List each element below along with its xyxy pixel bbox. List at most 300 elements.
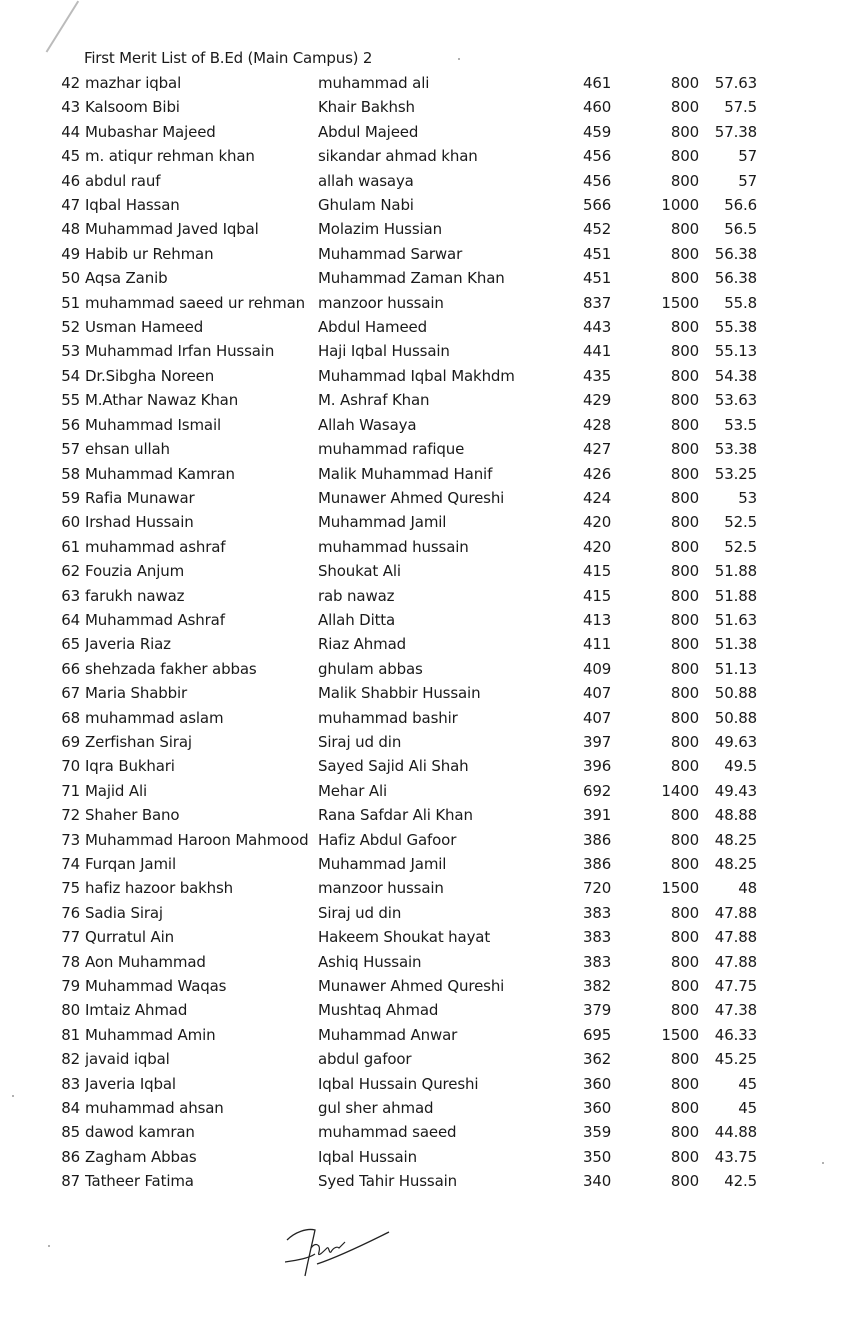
serial-number: 64 [61,610,80,629]
marks-obtained: 420 [583,537,612,556]
candidate-name: Zagham Abbas [85,1147,197,1166]
father-name: Malik Shabbir Hussain [318,684,481,703]
father-name: Munawer Ahmed Qureshi [318,488,505,507]
table-row [0,462,848,486]
percentage: 52.5 [724,537,757,556]
marks-obtained: 411 [583,635,612,654]
father-name: Khair Bakhsh [318,98,415,117]
candidate-name: Muhammad Haroon Mahmood [85,830,308,849]
table-row [0,1145,848,1169]
marks-obtained: 362 [583,1050,612,1069]
table-row [0,1072,848,1096]
candidate-name: Irshad Hussain [85,513,194,532]
percentage: 45.25 [714,1050,757,1069]
table-row [0,657,848,681]
marks-obtained: 837 [583,293,612,312]
table-row [0,828,848,852]
marks-obtained: 360 [583,1074,612,1093]
father-name: allah wasaya [318,171,414,190]
total-marks: 800 [670,391,699,410]
serial-number: 57 [61,440,80,459]
father-name: gul sher ahmad [318,1099,434,1118]
candidate-name: Aqsa Zanib [85,269,168,288]
total-marks: 1400 [661,781,699,800]
marks-obtained: 566 [583,196,612,215]
table-row [0,779,848,803]
candidate-name: Sadia Siraj [85,903,163,922]
marks-obtained: 720 [583,879,612,898]
total-marks: 800 [670,1172,699,1191]
candidate-name: Habib ur Rehman [85,244,214,263]
candidate-name: muhammad aslam [85,708,224,727]
serial-number: 73 [61,830,80,849]
father-name: Munawer Ahmed Qureshi [318,977,505,996]
percentage: 48.88 [714,806,757,825]
percentage: 55.13 [714,342,757,361]
serial-number: 70 [61,757,80,776]
candidate-name: Javeria Iqbal [85,1074,176,1093]
candidate-name: Maria Shabbir [85,684,188,703]
father-name: Mushtaq Ahmad [318,1001,439,1020]
serial-number: 51 [61,293,80,312]
percentage: 49.63 [714,732,757,751]
table-row [0,388,848,412]
serial-number: 46 [61,171,80,190]
total-marks: 800 [670,562,699,581]
scan-speck [458,58,460,60]
candidate-name: Muhammad Javed Iqbal [85,220,259,239]
candidate-name: M.Athar Nawaz Khan [85,391,239,410]
marks-obtained: 427 [583,440,612,459]
serial-number: 76 [61,903,80,922]
candidate-name: Rafia Munawar [85,488,195,507]
marks-obtained: 379 [583,1001,612,1020]
candidate-name: Usman Hameed [85,318,204,337]
father-name: muhammad hussain [318,537,469,556]
total-marks: 800 [670,732,699,751]
serial-number: 84 [61,1099,80,1118]
father-name: Mehar Ali [318,781,388,800]
father-name: muhammad rafique [318,440,465,459]
table-row [0,291,848,315]
total-marks: 800 [670,440,699,459]
marks-obtained: 415 [583,586,612,605]
percentage: 56.38 [714,269,757,288]
marks-obtained: 383 [583,903,612,922]
total-marks: 800 [670,684,699,703]
candidate-name: ehsan ullah [85,440,170,459]
percentage: 53.38 [714,440,757,459]
candidate-name: Iqra Bukhari [85,757,175,776]
table-row [0,754,848,778]
candidate-name: Qurratul Ain [85,928,175,947]
serial-number: 58 [61,464,80,483]
percentage: 57.5 [724,98,757,117]
total-marks: 800 [670,464,699,483]
marks-obtained: 382 [583,977,612,996]
serial-number: 81 [61,1025,80,1044]
father-name: Syed Tahir Hussain [318,1172,457,1191]
marks-obtained: 428 [583,415,612,434]
serial-number: 44 [61,122,80,141]
candidate-name: Muhammad Irfan Hussain [85,342,275,361]
father-name: abdul gafoor [318,1050,412,1069]
serial-number: 85 [61,1123,80,1142]
candidate-name: abdul rauf [85,171,161,190]
percentage: 53.63 [714,391,757,410]
serial-number: 59 [61,488,80,507]
total-marks: 800 [670,806,699,825]
father-name: Haji Iqbal Hussain [318,342,450,361]
candidate-name: Iqbal Hassan [85,196,180,215]
table-row [0,510,848,534]
candidate-name: Muhammad Ismail [85,415,221,434]
candidate-name: mazhar iqbal [85,74,182,92]
table-row [0,681,848,705]
marks-obtained: 396 [583,757,612,776]
candidate-name: Muhammad Amin [85,1025,216,1044]
percentage: 44.88 [714,1123,757,1142]
table-row [0,608,848,632]
table-row [0,852,848,876]
marks-obtained: 350 [583,1147,612,1166]
serial-number: 47 [61,196,80,215]
serial-number: 74 [61,855,80,873]
table-row [0,413,848,437]
table-row [0,339,848,363]
candidate-name: muhammad ahsan [85,1099,224,1118]
candidate-name: Shaher Bano [85,806,180,825]
serial-number: 66 [61,659,80,678]
total-marks: 800 [670,513,699,532]
total-marks: 800 [670,1050,699,1069]
percentage: 43.75 [714,1147,757,1166]
total-marks: 800 [670,977,699,996]
father-name: Iqbal Hussain [318,1147,417,1166]
father-name: M. Ashraf Khan [318,391,430,410]
marks-obtained: 435 [583,366,612,385]
marks-obtained: 386 [583,830,612,849]
percentage: 42.5 [724,1172,757,1191]
candidate-name: farukh nawaz [85,586,185,605]
father-name: Siraj ud din [318,732,402,751]
serial-number: 56 [61,415,80,434]
serial-number: 78 [61,952,80,971]
table-row [0,364,848,388]
percentage: 45 [738,1099,757,1118]
father-name: Molazim Hussian [318,220,442,239]
candidate-name: Javeria Riaz [85,635,171,654]
table-row [0,486,848,510]
father-name: Allah Wasaya [318,415,417,434]
percentage: 51.63 [714,610,757,629]
marks-obtained: 424 [583,488,612,507]
total-marks: 800 [670,147,699,166]
father-name: Abdul Majeed [318,122,419,141]
table-row [0,1120,848,1144]
total-marks: 800 [670,366,699,385]
marks-obtained: 391 [583,806,612,825]
percentage: 50.88 [714,708,757,727]
table-row [0,1023,848,1047]
table-row [0,169,848,193]
total-marks: 800 [670,586,699,605]
serial-number: 60 [61,513,80,532]
father-name: Shoukat Ali [318,562,401,581]
marks-obtained: 456 [583,171,612,190]
serial-number: 45 [61,147,80,166]
percentage: 47.75 [714,977,757,996]
marks-obtained: 340 [583,1172,612,1191]
father-name: Muhammad Sarwar [318,244,463,263]
table-row [0,437,848,461]
father-name: manzoor hussain [318,879,444,898]
father-name: manzoor hussain [318,293,444,312]
serial-number: 52 [61,318,80,337]
marks-obtained: 409 [583,659,612,678]
total-marks: 800 [670,171,699,190]
father-name: muhammad bashir [318,708,458,727]
father-name: ghulam abbas [318,659,423,678]
percentage: 47.38 [714,1001,757,1020]
candidate-name: Majid Ali [85,781,148,800]
table-row [0,266,848,290]
table-row [0,974,848,998]
marks-obtained: 359 [583,1123,612,1142]
percentage: 57 [738,171,757,190]
percentage: 49.5 [724,757,757,776]
percentage: 46.33 [714,1025,757,1044]
table-row [0,559,848,583]
table-row [0,315,848,339]
marks-obtained: 386 [583,855,612,873]
serial-number: 68 [61,708,80,727]
scan-edge-line [46,1,79,53]
percentage: 47.88 [714,928,757,947]
marks-obtained: 460 [583,98,612,117]
father-name: Muhammad Jamil [318,513,447,532]
total-marks: 800 [670,708,699,727]
percentage: 53.5 [724,415,757,434]
father-name: Muhammad Anwar [318,1025,458,1044]
candidate-name: Kalsoom Bibi [85,98,180,117]
total-marks: 800 [670,952,699,971]
page-title: First Merit List of B.Ed (Main Campus) 2 [84,49,373,67]
father-name: Sayed Sajid Ali Shah [318,757,469,776]
total-marks: 800 [670,610,699,629]
percentage: 55.8 [724,293,757,312]
marks-obtained: 695 [583,1025,612,1044]
signature [285,1218,395,1288]
table-row [0,144,848,168]
candidate-name: Mubashar Majeed [85,122,216,141]
table-row [0,1047,848,1071]
father-name: Hafiz Abdul Gafoor [318,830,457,849]
percentage: 56.5 [724,220,757,239]
father-name: Riaz Ahmad [318,635,407,654]
total-marks: 1000 [661,196,699,215]
total-marks: 800 [670,1001,699,1020]
table-row [0,1096,848,1120]
serial-number: 75 [61,879,80,898]
father-name: rab nawaz [318,586,395,605]
candidate-name: dawod kamran [85,1123,195,1142]
percentage: 45 [738,1074,757,1093]
serial-number: 87 [61,1172,80,1191]
total-marks: 800 [670,488,699,507]
total-marks: 800 [670,928,699,947]
serial-number: 53 [61,342,80,361]
marks-obtained: 407 [583,708,612,727]
candidate-name: javaid iqbal [85,1050,170,1069]
father-name: Hakeem Shoukat hayat [318,928,491,947]
father-name: Abdul Hameed [318,318,428,337]
marks-obtained: 397 [583,732,612,751]
total-marks: 800 [670,537,699,556]
table-row [0,803,848,827]
serial-number: 86 [61,1147,80,1166]
table-row [0,706,848,730]
total-marks: 800 [670,1074,699,1093]
father-name: Muhammad Iqbal Makhdm [318,366,515,385]
table-row [0,998,848,1022]
candidate-name: Dr.Sibgha Noreen [85,366,215,385]
candidate-name: Tatheer Fatima [85,1172,194,1191]
table-row [0,950,848,974]
table-row [0,71,848,95]
percentage: 48 [738,879,757,898]
marks-obtained: 426 [583,464,612,483]
percentage: 52.5 [724,513,757,532]
marks-obtained: 407 [583,684,612,703]
table-row [0,193,848,217]
percentage: 53 [738,488,757,507]
serial-number: 71 [61,781,80,800]
candidate-name: Furqan Jamil [85,855,176,873]
serial-number: 55 [61,391,80,410]
marks-obtained: 383 [583,928,612,947]
marks-obtained: 383 [583,952,612,971]
table-row [0,217,848,241]
candidate-name: Imtaiz Ahmad [85,1001,188,1020]
father-name: muhammad saeed [318,1123,457,1142]
candidate-name: shehzada fakher abbas [85,659,257,678]
father-name: sikandar ahmad khan [318,147,478,166]
total-marks: 800 [670,903,699,922]
serial-number: 69 [61,732,80,751]
serial-number: 48 [61,220,80,239]
table-row [0,632,848,656]
percentage: 57 [738,147,757,166]
percentage: 50.88 [714,684,757,703]
marks-obtained: 415 [583,562,612,581]
total-marks: 800 [670,98,699,117]
percentage: 48.25 [714,855,757,873]
marks-obtained: 459 [583,122,612,141]
serial-number: 54 [61,366,80,385]
table-row [0,901,848,925]
candidate-name: muhammad saeed ur rehman [85,293,306,312]
percentage: 47.88 [714,903,757,922]
total-marks: 800 [670,269,699,288]
total-marks: 800 [670,342,699,361]
percentage: 51.13 [714,659,757,678]
candidate-name: Muhammad Ashraf [85,610,225,629]
marks-obtained: 692 [583,781,612,800]
total-marks: 800 [670,830,699,849]
marks-obtained: 451 [583,244,612,263]
marks-obtained: 413 [583,610,612,629]
father-name: Malik Muhammad Hanif [318,464,493,483]
candidate-name: Zerfishan Siraj [85,732,192,751]
candidate-name: Fouzia Anjum [85,562,185,581]
table-row [0,925,848,949]
candidate-name: Muhammad Waqas [85,977,227,996]
marks-obtained: 443 [583,318,612,337]
percentage: 51.88 [714,562,757,581]
father-name: Rana Safdar Ali Khan [318,806,473,825]
serial-number: 77 [61,928,80,947]
serial-number: 42 [61,74,80,92]
serial-number: 83 [61,1074,80,1093]
total-marks: 1500 [661,879,699,898]
candidate-name: muhammad ashraf [85,537,226,556]
marks-obtained: 461 [583,74,612,92]
total-marks: 800 [670,74,699,92]
serial-number: 65 [61,635,80,654]
father-name: Muhammad Jamil [318,855,447,873]
table-row [0,120,848,144]
total-marks: 800 [670,220,699,239]
father-name: Ghulam Nabi [318,196,414,215]
table-row [0,95,848,119]
marks-obtained: 441 [583,342,612,361]
table-row [0,242,848,266]
serial-number: 50 [61,269,80,288]
serial-number: 43 [61,98,80,117]
total-marks: 800 [670,659,699,678]
table-row [0,730,848,754]
serial-number: 80 [61,1001,80,1020]
candidate-name: hafiz hazoor bakhsh [85,879,234,898]
total-marks: 800 [670,318,699,337]
total-marks: 800 [670,635,699,654]
total-marks: 800 [670,855,699,873]
marks-obtained: 451 [583,269,612,288]
table-row [0,1169,848,1193]
father-name: Muhammad Zaman Khan [318,269,505,288]
table-row [0,535,848,559]
total-marks: 800 [670,1123,699,1142]
father-name: Iqbal Hussain Qureshi [318,1074,479,1093]
candidate-name: Muhammad Kamran [85,464,235,483]
table-row [0,584,848,608]
percentage: 51.88 [714,586,757,605]
total-marks: 800 [670,1147,699,1166]
scan-speck [48,1245,50,1247]
father-name: Ashiq Hussain [318,952,422,971]
total-marks: 800 [670,122,699,141]
percentage: 48.25 [714,830,757,849]
marks-obtained: 420 [583,513,612,532]
candidate-name: Aon Muhammad [85,952,206,971]
marks-obtained: 452 [583,220,612,239]
percentage: 51.38 [714,635,757,654]
total-marks: 800 [670,1099,699,1118]
serial-number: 82 [61,1050,80,1069]
serial-number: 61 [61,537,80,556]
total-marks: 800 [670,757,699,776]
